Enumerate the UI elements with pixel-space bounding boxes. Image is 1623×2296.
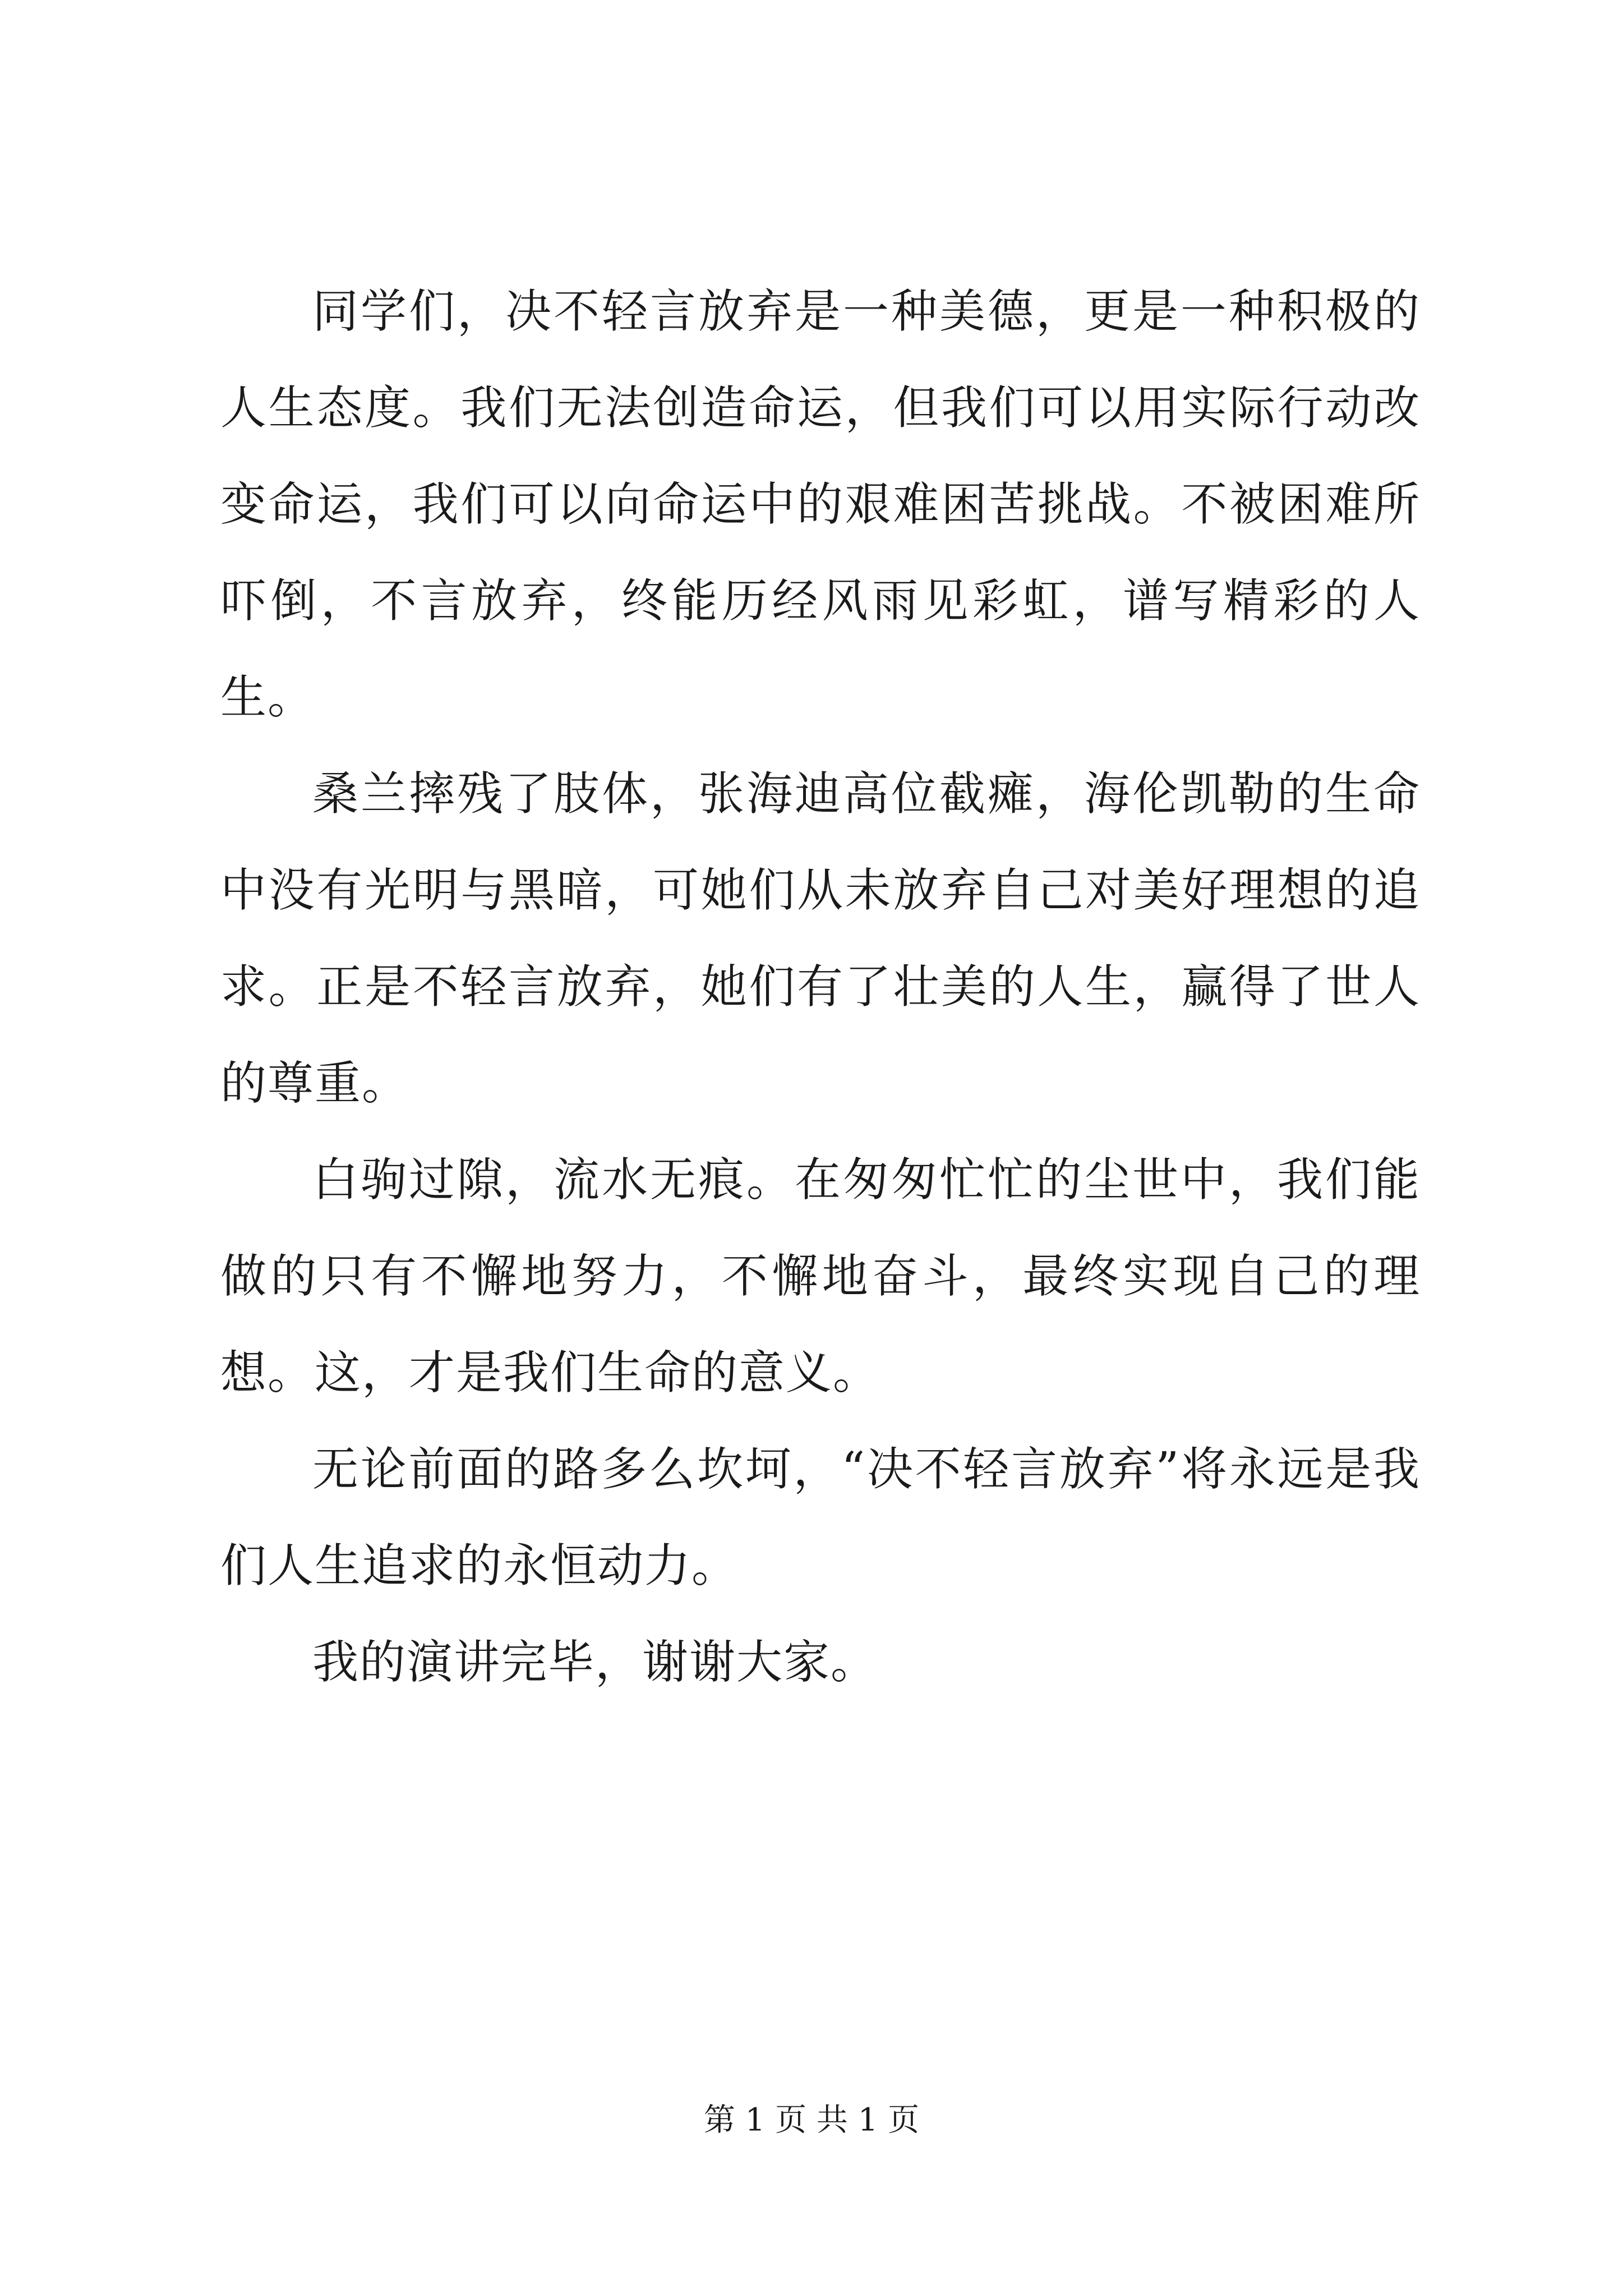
document-body (220, 264, 1421, 1711)
paragraph: 无论前面的路多么坎坷，“决不轻言放弃”将永远是我们人生追求的永恒动力。 (220, 1443, 1421, 1593)
paragraph: 桑兰摔残了肢体，张海迪高位截瘫，海伦凯勒的生命中没有光明与黑暗，可她们从未放弃自己对美好理想的追求。正是不轻言放弃，她们有了壮美的人生，赢得了世人的尊重。 (220, 767, 1421, 1110)
paragraph: 白驹过隙，流水无痕。在匆匆忙忙的尘世中，我们能做的只有不懈地努力，不懈地奋斗，最终实现自己的理想。这，才是我们生命的意义。 (220, 1153, 1421, 1400)
paragraph: 我的演讲完毕，谢谢大家。 (312, 1636, 878, 1689)
page-number-footer: 第 1 页 共 1 页 (703, 2102, 920, 2138)
paragraph: 同学们，决不轻言放弃是一种美德，更是一种积极的人生态度。我们无法创造命运，但我们可以用实际行动改变命运，我们可以向命运中的艰难困苦挑战。不被困难所吓倒，不言放弃，终能历经风雨见彩虹，谱写精彩的人生。 (220, 285, 1421, 724)
